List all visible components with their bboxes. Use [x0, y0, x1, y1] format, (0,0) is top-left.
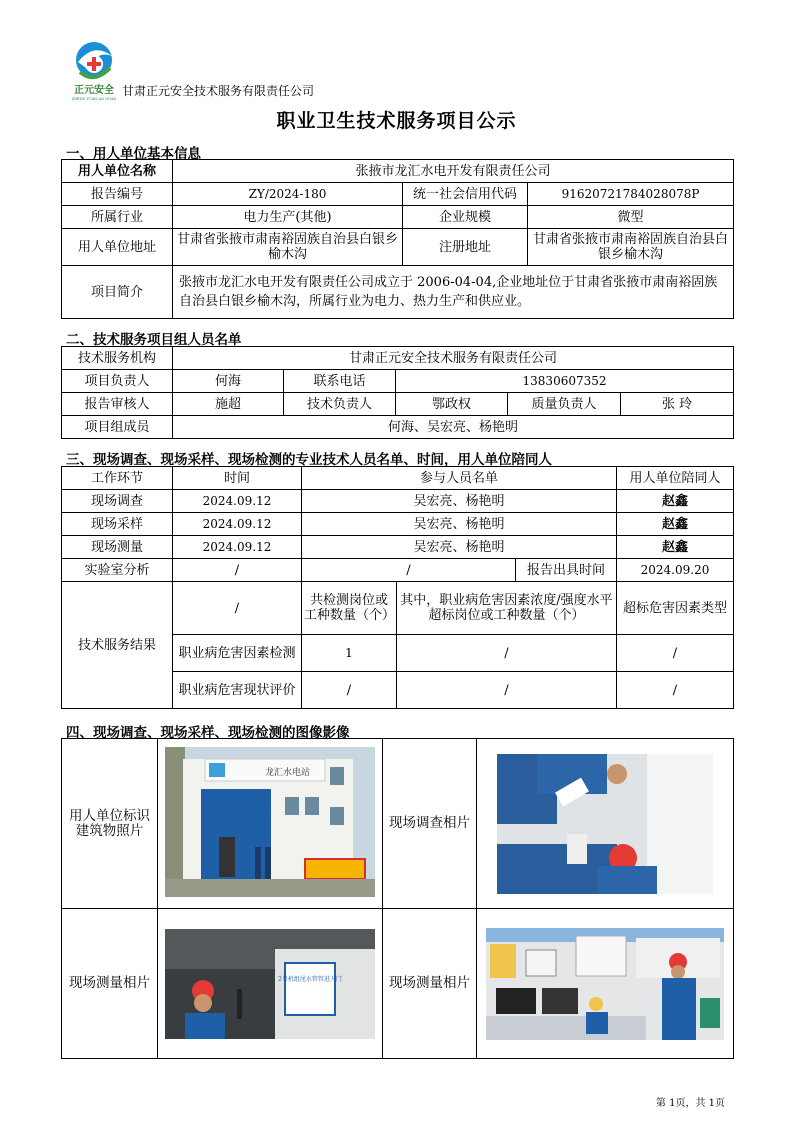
document-title: 职业卫生技术服务项目公示	[276, 110, 517, 132]
industry-value: 电力生产(其他)	[173, 206, 403, 229]
stage: 现场测量	[62, 536, 173, 559]
leader-value: 何海	[173, 370, 284, 393]
result-header-count: 共检测岗位或工种数量（个）	[302, 582, 397, 635]
header	[68, 38, 368, 102]
lab-time: /	[173, 559, 302, 582]
reg-address-value: 甘肃省张掖市肃南裕固族自治县白银乡榆木沟	[528, 229, 734, 266]
intro-label: 项目简介	[62, 266, 173, 319]
logo-text: 正元安全	[74, 85, 114, 96]
reviewer-label: 报告审核人	[62, 393, 173, 416]
label-measure1: 现场测量相片	[62, 909, 158, 1059]
escort: 赵鑫	[617, 513, 734, 536]
col-stage: 工作环节	[62, 467, 173, 490]
photo-measure1-cell	[158, 909, 383, 1059]
time: 2024.09.12	[173, 536, 302, 559]
phone-value: 13830607352	[396, 370, 734, 393]
members-label: 项目组成员	[62, 416, 173, 439]
building-sign-text: 龙汇水电站	[265, 767, 311, 778]
members-value: 何海、吴宏亮、杨艳明	[173, 416, 734, 439]
result-factor: /	[617, 635, 734, 672]
lab-people: /	[302, 559, 516, 582]
quality-value: 张 玲	[621, 393, 734, 416]
result-header-blank: /	[173, 582, 302, 635]
address-label: 用人单位地址	[62, 229, 173, 266]
fieldwork-table	[61, 466, 734, 709]
section2-heading: 二、技术服务项目组人员名单	[66, 332, 242, 348]
section3-heading: 三、现场调查、现场采样、现场检测的专业技术人员名单、时间，用人单位陪同人	[66, 452, 552, 468]
escort: 赵鑫	[617, 536, 734, 559]
credit-value: 91620721784028078P	[528, 183, 734, 206]
report-no-value: ZY/2024-180	[173, 183, 403, 206]
result-exceed: /	[397, 672, 617, 709]
logo-subtext: ZHENG YUAN AN QUAN	[71, 97, 117, 101]
section4-heading: 四、现场调查、现场采样、现场检测的图像影像	[66, 725, 350, 741]
org-label: 技术服务机构	[62, 347, 173, 370]
phone-label: 联系电话	[284, 370, 396, 393]
address-value: 甘肃省张掖市肃南裕固族自治县白银乡榆木沟	[173, 229, 403, 266]
intro-value: 张掖市龙汇水电开发有限责任公司成立于 2006-04-04,企业地址位于甘肃省张掖市肃南裕固族自治县白银乡榆木沟，所属行业为电力、热力生产和供应业。	[173, 266, 734, 319]
reg-address-label: 注册地址	[403, 229, 528, 266]
table-row	[62, 490, 734, 513]
table-row	[62, 513, 734, 536]
photo-measure2-cell	[477, 909, 734, 1059]
door-sign-text: 2号机组尾水管管进人门	[278, 975, 342, 983]
scale-value: 微型	[528, 206, 734, 229]
team-table	[61, 346, 734, 439]
reviewer-value: 施超	[173, 393, 284, 416]
result-item: 职业病危害现状评价	[173, 672, 302, 709]
label-building: 用人单位标识建筑物照片	[62, 739, 158, 909]
credit-label: 统一社会信用代码	[403, 183, 528, 206]
measure1-photo	[165, 929, 375, 1039]
name-label: 用人单位名称	[62, 160, 173, 183]
time: 2024.09.12	[173, 490, 302, 513]
page-footer: 第 1页，共 1页	[655, 1098, 725, 1109]
label-survey: 现场调查相片	[383, 739, 477, 909]
result-item: 职业病危害因素检测	[173, 635, 302, 672]
company-logo	[68, 38, 120, 102]
report-no-label: 报告编号	[62, 183, 173, 206]
result-exceed: /	[397, 635, 617, 672]
tech-value: 鄂政权	[396, 393, 508, 416]
result-count: 1	[302, 635, 397, 672]
result-count: /	[302, 672, 397, 709]
survey-photo	[497, 754, 713, 894]
stage: 现场调查	[62, 490, 173, 513]
report-time-value: 2024.09.20	[617, 559, 734, 582]
result-header-factor: 超标危害因素类型	[617, 582, 734, 635]
result-label: 技术服务结果	[62, 582, 173, 709]
name-value: 张掖市龙汇水电开发有限责任公司	[173, 160, 734, 183]
table-row	[62, 536, 734, 559]
people: 吴宏亮、杨艳明	[302, 513, 617, 536]
measure2-photo	[486, 928, 724, 1040]
result-header-exceed: 其中，职业病危害因素浓度/强度水平超标岗位或工种数量（个）	[397, 582, 617, 635]
escort: 赵鑫	[617, 490, 734, 513]
col-time: 时间	[173, 467, 302, 490]
basic-info-table	[61, 159, 734, 319]
people: 吴宏亮、杨艳明	[302, 536, 617, 559]
time: 2024.09.12	[173, 513, 302, 536]
col-escort: 用人单位陪同人	[617, 467, 734, 490]
scale-label: 企业规模	[403, 206, 528, 229]
stage: 现场采样	[62, 513, 173, 536]
result-factor: /	[617, 672, 734, 709]
photo-building-cell	[158, 739, 383, 909]
people: 吴宏亮、杨艳明	[302, 490, 617, 513]
col-people: 参与人员名单	[302, 467, 617, 490]
building-photo	[165, 747, 375, 897]
photo-survey-cell	[477, 739, 734, 909]
company-name: 甘肃正元安全技术服务有限责任公司	[122, 84, 315, 98]
lab-label: 实验室分析	[62, 559, 173, 582]
section1-heading: 一、用人单位基本信息	[66, 146, 201, 162]
industry-label: 所属行业	[62, 206, 173, 229]
photo-table	[61, 738, 734, 1059]
org-value: 甘肃正元安全技术服务有限责任公司	[173, 347, 734, 370]
tech-label: 技术负责人	[284, 393, 396, 416]
leader-label: 项目负责人	[62, 370, 173, 393]
report-time-label: 报告出具时间	[516, 559, 617, 582]
quality-label: 质量负责人	[508, 393, 621, 416]
label-measure2: 现场测量相片	[383, 909, 477, 1059]
